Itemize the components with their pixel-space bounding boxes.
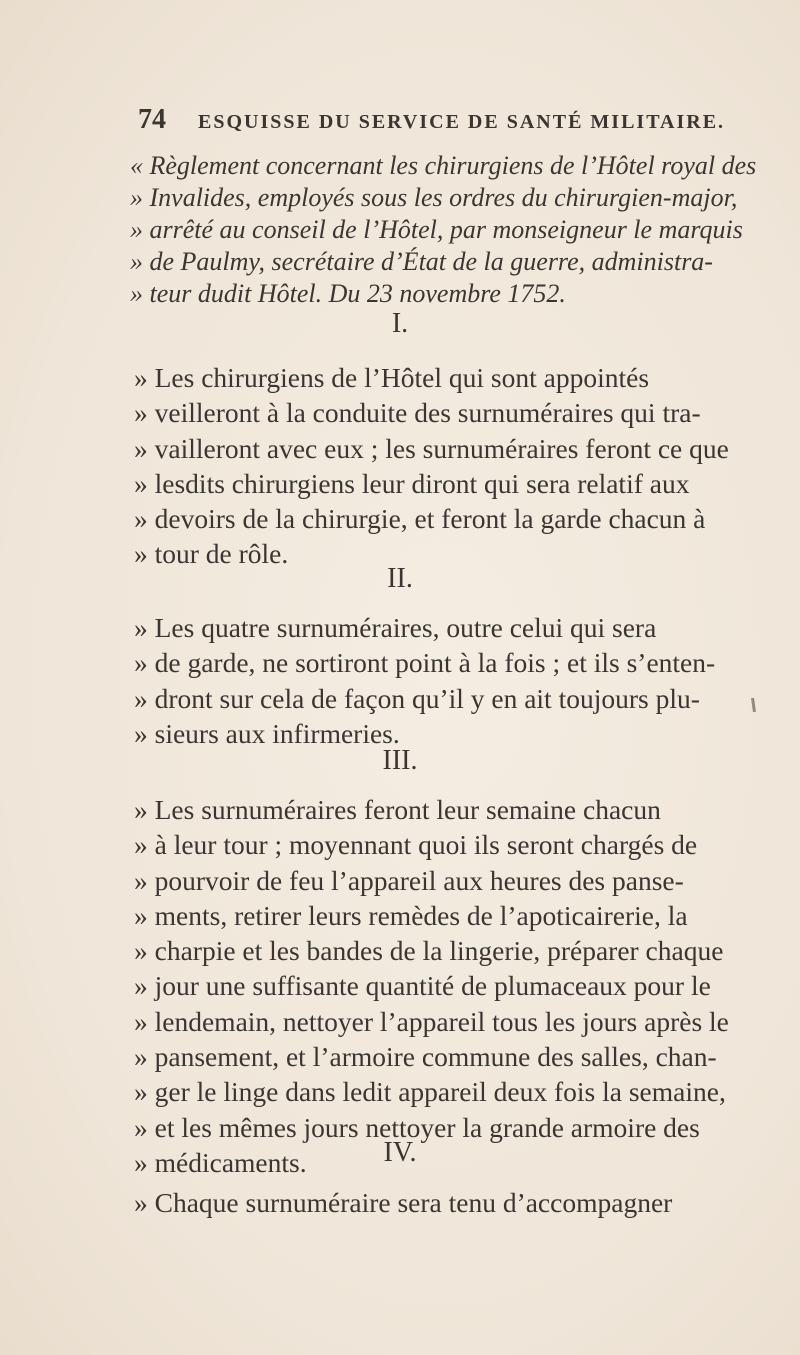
text-line: » médicaments. xyxy=(134,1146,307,1178)
running-header xyxy=(138,104,778,136)
text-line: » Chaque surnuméraire sera tenu d’accompagner xyxy=(134,1187,673,1218)
text-line: » vailleront avec eux ; les surnuméraires feront ce que xyxy=(134,432,729,464)
text-line: » lesdits chirurgiens leur diront qui sera relatif aux xyxy=(134,467,690,499)
text-line: » ger le linge dans ledit appareil deux fois la semaine, xyxy=(134,1076,726,1108)
section-numeral-4: IV. xyxy=(383,1137,417,1168)
text-line: » sieurs aux infirmeries. xyxy=(134,717,400,749)
intro-line: » arrêté au conseil de l’Hôtel, par monseigneur le marquis xyxy=(130,215,743,244)
section-2-text xyxy=(134,610,784,751)
text-line: » Les quatre surnuméraires, outre celui qui sera xyxy=(134,612,657,643)
intro-line: « Règlement concernant les chirurgiens de l’Hôtel royal des xyxy=(130,151,757,180)
text-line: » veilleront à la conduite des surnuméraires qui tra- xyxy=(134,397,701,429)
intro-line: » teur dudit Hôtel. Du 23 novembre 1752. xyxy=(130,279,566,308)
text-line: » Les surnuméraires feront leur semaine chacun xyxy=(134,794,661,825)
text-line: » devoirs de la chirurgie, et feront la garde chacun à xyxy=(134,503,706,535)
regulation-title xyxy=(130,150,770,310)
text-line: » dront sur cela de façon qu’il y en ait toujours plu- xyxy=(134,682,700,714)
text-line: » de garde, ne sortiront point à la fois ; et ils s’enten- xyxy=(134,647,716,679)
section-3-text xyxy=(134,792,784,1180)
text-line: » charpie et les bandes de la lingerie, préparer chaque xyxy=(134,935,724,967)
text-line: » pansement, et l’armoire commune des salles, chan- xyxy=(134,1041,717,1073)
section-numeral-3: III. xyxy=(382,745,418,776)
text-line: » et les mêmes jours nettoyer la grande armoire des xyxy=(134,1111,700,1143)
text-line: » Les chirurgiens de l’Hôtel qui sont appointés xyxy=(134,362,650,393)
section-4-text xyxy=(134,1185,784,1220)
intro-line: » Invalides, employés sous les ordres du chirurgien-major, xyxy=(130,183,738,212)
text-line: » à leur tour ; moyennant quoi ils seront chargés de xyxy=(134,829,698,861)
section-numeral-2: II. xyxy=(387,563,413,594)
text-line: » tour de rôle. xyxy=(134,538,289,570)
intro-line: » de Paulmy, secrétaire d’État de la guerre, administra- xyxy=(130,247,713,276)
text-line: » ments, retirer leurs remèdes de l’apoticairerie, la xyxy=(134,899,688,931)
running-title: ESQUISSE DU SERVICE DE SANTÉ MILITAIRE. xyxy=(198,111,726,133)
text-line: » lendemain, nettoyer l’appareil tous les jours après le xyxy=(134,1005,729,1037)
text-line: » pourvoir de feu l’appareil aux heures des panse- xyxy=(134,864,684,896)
section-1-text xyxy=(134,360,784,572)
text-line: » jour une suffisante quantité de plumaceaux pour le xyxy=(134,970,711,1002)
page-number: 74 xyxy=(138,104,166,135)
section-numeral-1: I. xyxy=(391,308,409,339)
